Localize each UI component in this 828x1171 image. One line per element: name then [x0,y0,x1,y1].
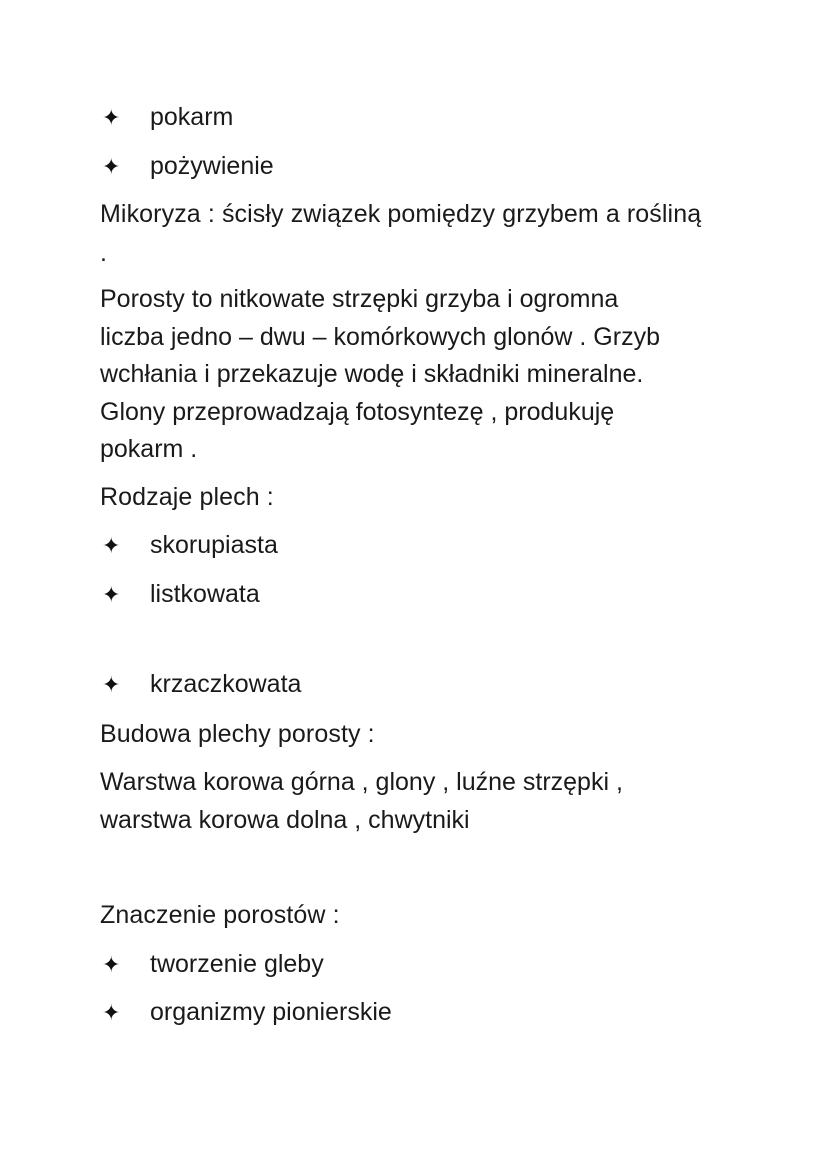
paragraph-line: liczba jedno – dwu – komórkowych glonów . Grzyb [100,322,660,351]
bullet-star-icon: ✦ [102,154,121,179]
paragraph-line: pokarm . [100,435,198,463]
bullet-star-icon: ✦ [102,582,121,607]
list-item-organizmy-pionierskie: organizmy pionierskie [150,998,392,1026]
bullet-star-icon: ✦ [102,105,121,130]
bullet-star-icon: ✦ [102,672,121,697]
budowa-paragraph [100,764,740,839]
paragraph-line: Warstwa korowa górna , glony , luźne strzępki , [100,768,623,796]
paragraph-line: Porosty to nitkowate strzępki grzyba i ogromna [100,285,619,313]
list-item-tworzenie-gleby: tworzenie gleby [150,950,324,978]
budowa-heading: Budowa plechy porosty : [100,720,375,748]
list-item-pozywienie: pożywienie [150,152,274,180]
mikoryza-definition: Mikoryza : ścisły związek pomiędzy grzybem a rośliną [100,200,702,228]
list-item-skorupiasta: skorupiasta [150,531,278,559]
rodzaje-heading: Rodzaje plech : [100,483,274,511]
list-item-pokarm: pokarm [150,103,234,131]
porosty-paragraph [100,281,740,469]
paragraph-line: Glony przeprowadzają fotosyntezę , produkuję [100,397,615,426]
bullet-star-icon: ✦ [102,952,121,977]
paragraph-line: wchłania i przekazuje wodę i składniki mineralne. [100,360,644,388]
list-item-listkowata: listkowata [150,580,260,608]
bullet-star-icon: ✦ [102,533,121,558]
mikoryza-definition-end: . [100,239,108,267]
paragraph-line: warstwa korowa dolna , chwytniki [100,805,470,834]
bullet-star-icon: ✦ [102,1000,121,1025]
znaczenie-heading: Znaczenie porostów : [100,901,340,929]
list-item-krzaczkowata: krzaczkowata [150,670,302,698]
